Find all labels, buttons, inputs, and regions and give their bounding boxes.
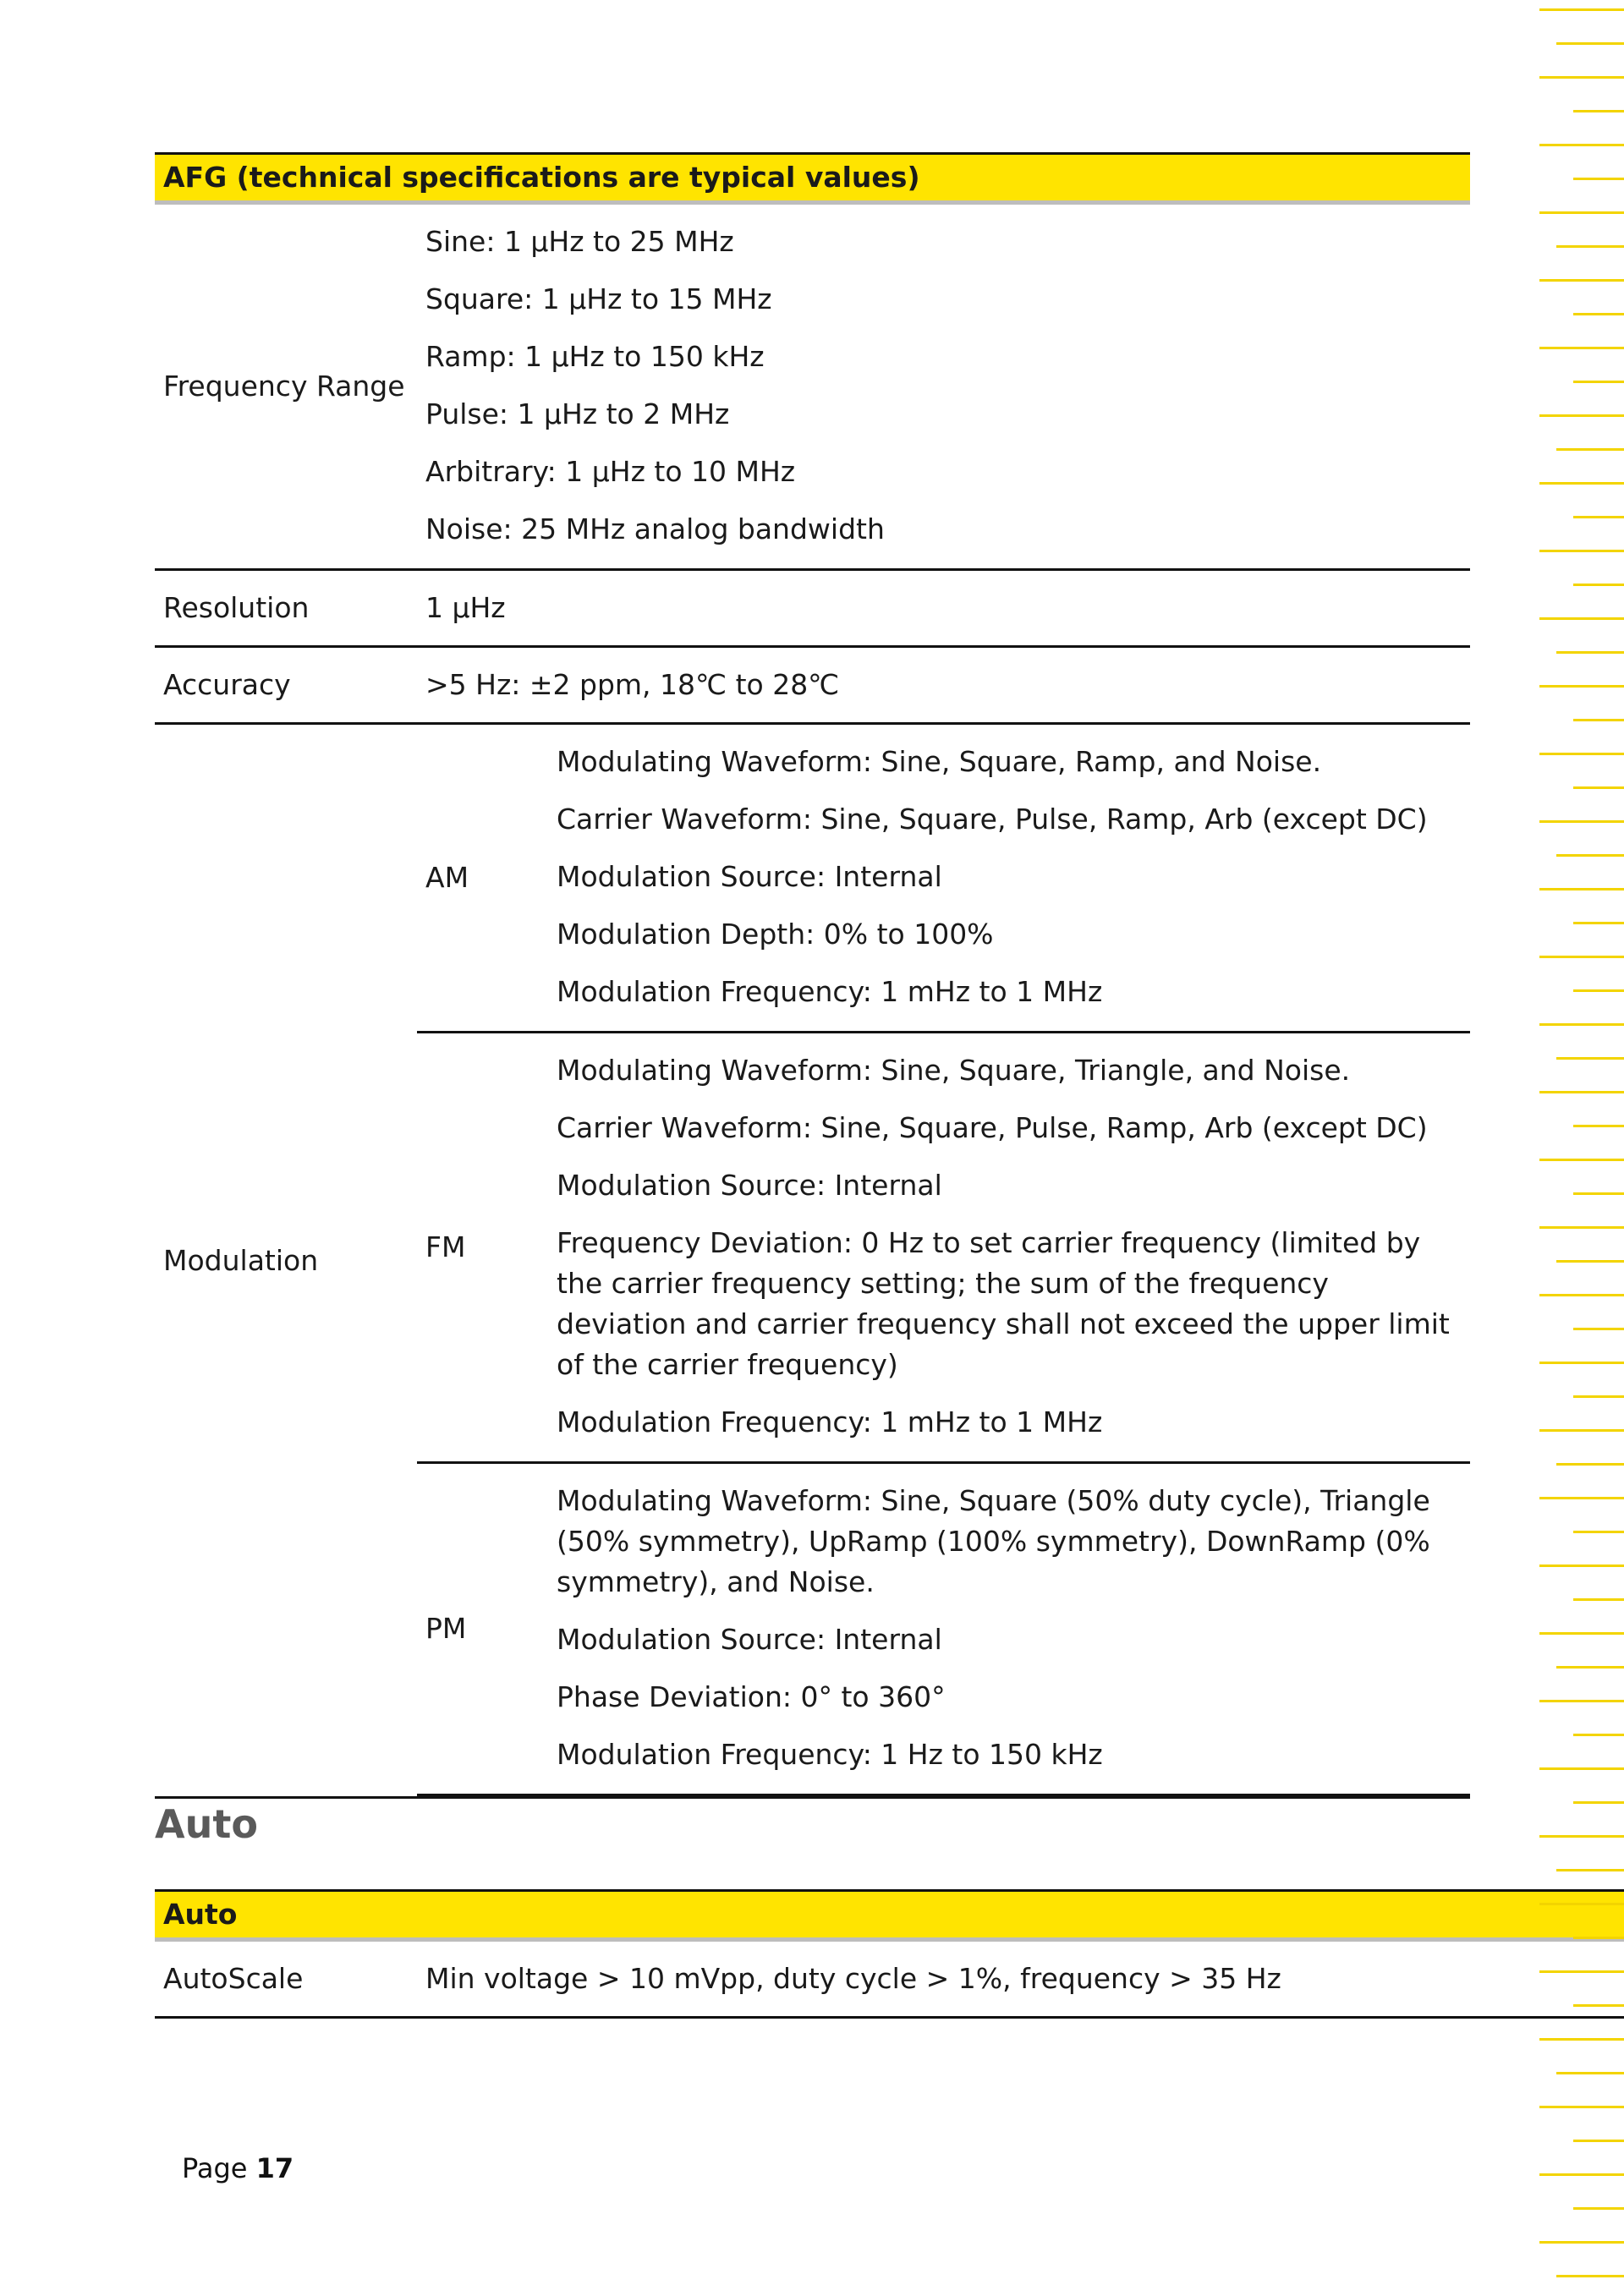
decorative-edge-ticks xyxy=(1531,0,1624,2296)
edge-tick xyxy=(1539,2106,1624,2108)
edge-tick xyxy=(1573,313,1624,315)
modulation-row xyxy=(155,724,1470,1798)
edge-tick xyxy=(1573,381,1624,383)
edge-tick xyxy=(1573,1125,1624,1127)
edge-tick xyxy=(1539,1429,1624,1432)
edge-tick xyxy=(1573,178,1624,180)
edge-tick xyxy=(1539,820,1624,823)
edge-tick xyxy=(1573,1598,1624,1601)
pm-line: Modulation Frequency: 1 Hz to 150 kHz xyxy=(557,1738,1103,1771)
edge-tick xyxy=(1539,1159,1624,1161)
edge-tick xyxy=(1556,1463,1624,1466)
edge-tick xyxy=(1573,1395,1624,1398)
edge-tick xyxy=(1556,1869,1624,1871)
page-label: Page xyxy=(182,2152,248,2184)
afg-spec-section xyxy=(155,0,1470,1799)
afg-table-header-text: AFG (technical specifications are typical values) xyxy=(155,154,1470,203)
edge-tick xyxy=(1539,2173,1624,2176)
edge-tick xyxy=(1573,922,1624,924)
edge-tick xyxy=(1539,1835,1624,1838)
edge-tick xyxy=(1556,854,1624,857)
edge-tick xyxy=(1539,1700,1624,1702)
edge-tick xyxy=(1573,786,1624,789)
edge-tick xyxy=(1573,1734,1624,1736)
autoscale-row xyxy=(155,1940,1624,2018)
edge-tick xyxy=(1573,110,1624,112)
pm-line: Modulating Waveform: Sine, Square (50% duty cycle), Triangle (50% symmetry), UpRamp (100% symmetry), DownRamp (0% symmetry), and Noise. xyxy=(557,1484,1430,1598)
edge-tick xyxy=(1573,2004,1624,2007)
edge-tick xyxy=(1573,1328,1624,1330)
edge-tick xyxy=(1539,1497,1624,1499)
fm-row xyxy=(417,1033,1470,1463)
am-label: AM xyxy=(417,725,548,1033)
resolution-label: Resolution xyxy=(155,570,417,647)
fm-line: Modulation Source: Internal xyxy=(557,1169,942,1202)
page-number: 17 xyxy=(255,2152,294,2184)
fm-line: Carrier Waveform: Sine, Square, Pulse, Ramp, Arb (except DC) xyxy=(557,1111,1428,1144)
frequency-range-line: Ramp: 1 µHz to 150 kHz xyxy=(425,340,765,373)
frequency-range-row xyxy=(155,203,1470,570)
fm-line: Frequency Deviation: 0 Hz to set carrier frequency (limited by the carrier frequency setting; the sum of the frequency deviation and carrier frequency shall not exceed the upper limit of the carrier frequency) xyxy=(557,1226,1450,1381)
edge-tick xyxy=(1539,8,1624,11)
fm-values xyxy=(548,1033,1470,1463)
edge-tick xyxy=(1539,685,1624,688)
edge-tick xyxy=(1556,2275,1624,2277)
modulation-details xyxy=(417,724,1470,1798)
frequency-range-line: Square: 1 µHz to 15 MHz xyxy=(425,282,772,315)
edge-tick xyxy=(1556,1260,1624,1263)
auto-spec-table xyxy=(155,1889,1624,2019)
pm-row xyxy=(417,1463,1470,1795)
resolution-value: 1 µHz xyxy=(417,570,1470,647)
edge-tick xyxy=(1573,2140,1624,2142)
edge-tick xyxy=(1539,1294,1624,1296)
frequency-range-line: Sine: 1 µHz to 25 MHz xyxy=(425,225,734,258)
am-line: Carrier Waveform: Sine, Square, Pulse, Ramp, Arb (except DC) xyxy=(557,803,1428,836)
autoscale-label: AutoScale xyxy=(155,1940,417,2018)
edge-tick xyxy=(1573,719,1624,721)
edge-tick xyxy=(1539,347,1624,349)
edge-tick xyxy=(1556,651,1624,654)
am-line: Modulating Waveform: Sine, Square, Ramp, and Noise. xyxy=(557,745,1322,778)
edge-tick xyxy=(1539,1903,1624,1905)
edge-tick xyxy=(1556,2072,1624,2074)
edge-tick xyxy=(1539,1767,1624,1770)
afg-table-header xyxy=(155,154,1470,203)
edge-tick xyxy=(1573,1531,1624,1533)
edge-tick xyxy=(1556,1666,1624,1669)
edge-tick xyxy=(1539,482,1624,485)
edge-tick xyxy=(1539,2038,1624,2041)
edge-tick xyxy=(1539,76,1624,79)
auto-table-header xyxy=(155,1891,1624,1940)
accuracy-label: Accuracy xyxy=(155,647,417,724)
am-line: Modulation Depth: 0% to 100% xyxy=(557,918,994,951)
edge-tick xyxy=(1573,1192,1624,1195)
auto-table-header-text: Auto xyxy=(155,1891,1624,1940)
edge-tick xyxy=(1539,2241,1624,2244)
edge-tick xyxy=(1573,2207,1624,2210)
modulation-label: Modulation xyxy=(155,724,417,1798)
am-row xyxy=(417,725,1470,1033)
pm-label: PM xyxy=(417,1463,548,1795)
edge-tick xyxy=(1539,550,1624,552)
frequency-range-line: Pulse: 1 µHz to 2 MHz xyxy=(425,397,730,430)
edge-tick xyxy=(1539,1023,1624,1026)
pm-line: Phase Deviation: 0° to 360° xyxy=(557,1680,946,1713)
edge-tick xyxy=(1573,1801,1624,1804)
page-footer xyxy=(182,2152,294,2184)
edge-tick xyxy=(1539,753,1624,755)
fm-line: Modulating Waveform: Sine, Square, Triangle, and Noise. xyxy=(557,1054,1351,1087)
modulation-subtable xyxy=(417,725,1470,1796)
edge-tick xyxy=(1573,516,1624,518)
edge-tick xyxy=(1539,1632,1624,1635)
pm-line: Modulation Source: Internal xyxy=(557,1623,942,1656)
am-line: Modulation Frequency: 1 mHz to 1 MHz xyxy=(557,975,1103,1008)
edge-tick xyxy=(1573,1937,1624,1939)
resolution-row xyxy=(155,570,1470,647)
frequency-range-line: Arbitrary: 1 µHz to 10 MHz xyxy=(425,455,796,488)
fm-line: Modulation Frequency: 1 mHz to 1 MHz xyxy=(557,1406,1103,1438)
edge-tick xyxy=(1539,1226,1624,1229)
edge-tick xyxy=(1556,448,1624,451)
am-values xyxy=(548,725,1470,1033)
edge-tick xyxy=(1573,584,1624,586)
edge-tick xyxy=(1539,1362,1624,1364)
edge-tick xyxy=(1539,956,1624,958)
edge-tick xyxy=(1556,245,1624,248)
frequency-range-label: Frequency Range xyxy=(155,203,417,570)
edge-tick xyxy=(1573,989,1624,992)
accuracy-value: >5 Hz: ±2 ppm, 18℃ to 28℃ xyxy=(417,647,1470,724)
edge-tick xyxy=(1539,1564,1624,1567)
pm-values xyxy=(548,1463,1470,1795)
edge-tick xyxy=(1539,617,1624,620)
edge-tick xyxy=(1539,279,1624,282)
edge-tick xyxy=(1556,42,1624,45)
edge-tick xyxy=(1539,144,1624,146)
edge-tick xyxy=(1539,211,1624,214)
auto-section-heading: Auto xyxy=(155,1801,258,1847)
edge-tick xyxy=(1539,1091,1624,1093)
edge-tick xyxy=(1539,414,1624,417)
afg-spec-table xyxy=(155,152,1470,1799)
frequency-range-line: Noise: 25 MHz analog bandwidth xyxy=(425,512,885,545)
frequency-range-values xyxy=(417,203,1470,570)
accuracy-row xyxy=(155,647,1470,724)
edge-tick xyxy=(1539,888,1624,890)
am-line: Modulation Source: Internal xyxy=(557,860,942,893)
edge-tick xyxy=(1556,1057,1624,1060)
edge-tick xyxy=(1539,1970,1624,1973)
autoscale-value: Min voltage > 10 mVpp, duty cycle > 1%, frequency > 35 Hz xyxy=(417,1940,1624,2018)
fm-label: FM xyxy=(417,1033,548,1463)
